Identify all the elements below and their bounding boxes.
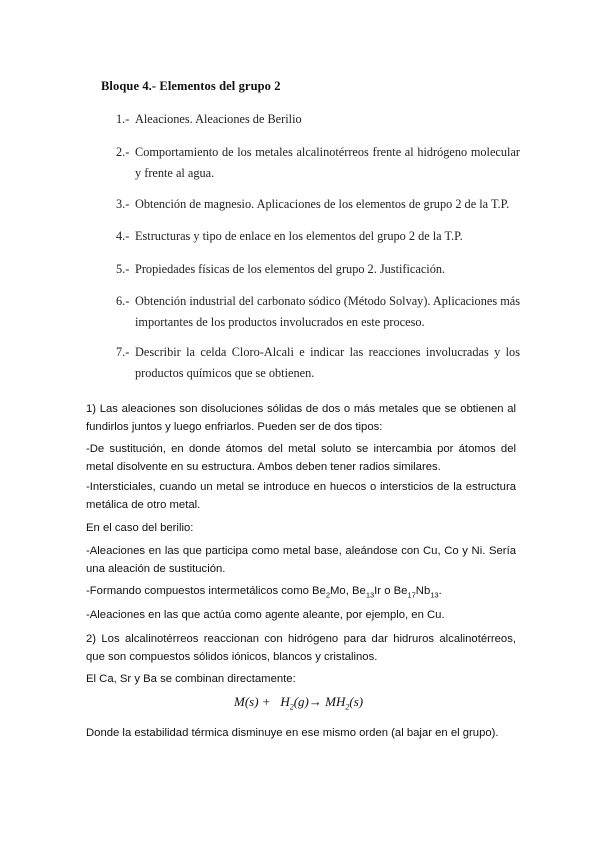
- question-1: [116, 109, 520, 130]
- question-text: Propiedades físicas de los elementos del grupo 2. Justificación.: [135, 262, 446, 277]
- question-number: 5.-: [116, 262, 130, 276]
- answer-paragraph: -Aleaciones en las que participa como metal base, aleándose con Cu, Co y Ni. Sería una aleación de sustitución.: [86, 545, 516, 576]
- question-number: 4.-: [116, 229, 130, 243]
- text: Ir o Be: [374, 585, 408, 597]
- text: Mo, Be: [330, 585, 366, 597]
- question-text: Obtención de magnesio. Aplicaciones de los elementos de grupo 2 de la T.P.: [135, 197, 510, 212]
- question-text: Aleaciones. Aleaciones de Berilio: [135, 112, 302, 127]
- answer-paragraph: En el caso del berilio:: [86, 522, 194, 534]
- answer-paragraph: 2) Los alcalinotérreos reaccionan con hidrógeno para dar hidruros alcalinotérreos, que son compuestos sólidos iónicos, blancos y cristalinos.: [86, 633, 516, 664]
- question-text: Estructuras y tipo de enlace en los elementos del grupo 2 de la T.P.: [135, 229, 463, 244]
- text: -Formando compuestos intermetálicos como Be: [86, 585, 326, 597]
- question-number: 7.-: [116, 345, 130, 359]
- question-text: Comportamiento de los metales alcalinotérreos frente al hidrógeno molecular y frente al agua.: [135, 145, 520, 181]
- equation-rhs: (s): [349, 694, 364, 709]
- equation-lhs: M(s) +: [234, 694, 271, 709]
- answer-paragraph: Donde la estabilidad térmica disminuye en ese mismo orden (al bajar en el grupo).: [86, 727, 499, 739]
- answer-paragraph: -De sustitución, en donde átomos del metal soluto se intercambia por átomos del metal disolvente en su estructura. Ambos deben tener radios similares.: [86, 443, 516, 474]
- question-text: Describir la celda Cloro-Alcali e indicar las reacciones involucradas y los productos químicos que se obtienen.: [135, 345, 520, 381]
- question-4: [116, 226, 520, 247]
- question-6: [116, 291, 520, 333]
- chemical-equation: [234, 694, 363, 710]
- answer-paragraph: [86, 582, 516, 600]
- question-number: 3.-: [116, 197, 130, 211]
- subscript: 2: [345, 702, 350, 712]
- question-7: [116, 342, 520, 384]
- question-2: [116, 142, 520, 184]
- equation-mid: (g)→ MH: [293, 694, 346, 709]
- question-5: [116, 259, 520, 280]
- subscript: 2: [289, 702, 294, 712]
- text: Nb: [415, 585, 431, 597]
- text: .: [438, 585, 442, 597]
- answer-paragraph: El Ca, Sr y Ba se combinan directamente:: [86, 673, 296, 685]
- equation-h: H: [280, 694, 290, 709]
- question-number: 6.-: [116, 294, 130, 308]
- answer-paragraph: 1) Las aleaciones son disoluciones sólidas de dos o más metales que se obtienen al fundirlos juntos y luego enfriarlos. Pueden ser de dos tipos:: [86, 403, 516, 434]
- answer-paragraph: -Intersticiales, cuando un metal se introduce en huecos o intersticios de la estructura metálica de otro metal.: [86, 481, 516, 512]
- question-text: Obtención industrial del carbonato sódico (Método Solvay). Aplicaciones más importantes de los productos involucrados en este proceso.: [135, 294, 520, 330]
- subscript: 13: [365, 590, 375, 600]
- question-number: 2.-: [116, 145, 130, 159]
- question-number: 1.-: [116, 112, 130, 126]
- subscript: 13: [430, 590, 439, 600]
- block-title: Bloque 4.- Elementos del grupo 2: [101, 79, 281, 93]
- subscript: 17: [407, 590, 416, 600]
- answer-paragraph: -Aleaciones en las que actúa como agente aleante, por ejemplo, en Cu.: [86, 609, 445, 621]
- question-3: [116, 194, 520, 215]
- subscript: 2: [325, 590, 331, 600]
